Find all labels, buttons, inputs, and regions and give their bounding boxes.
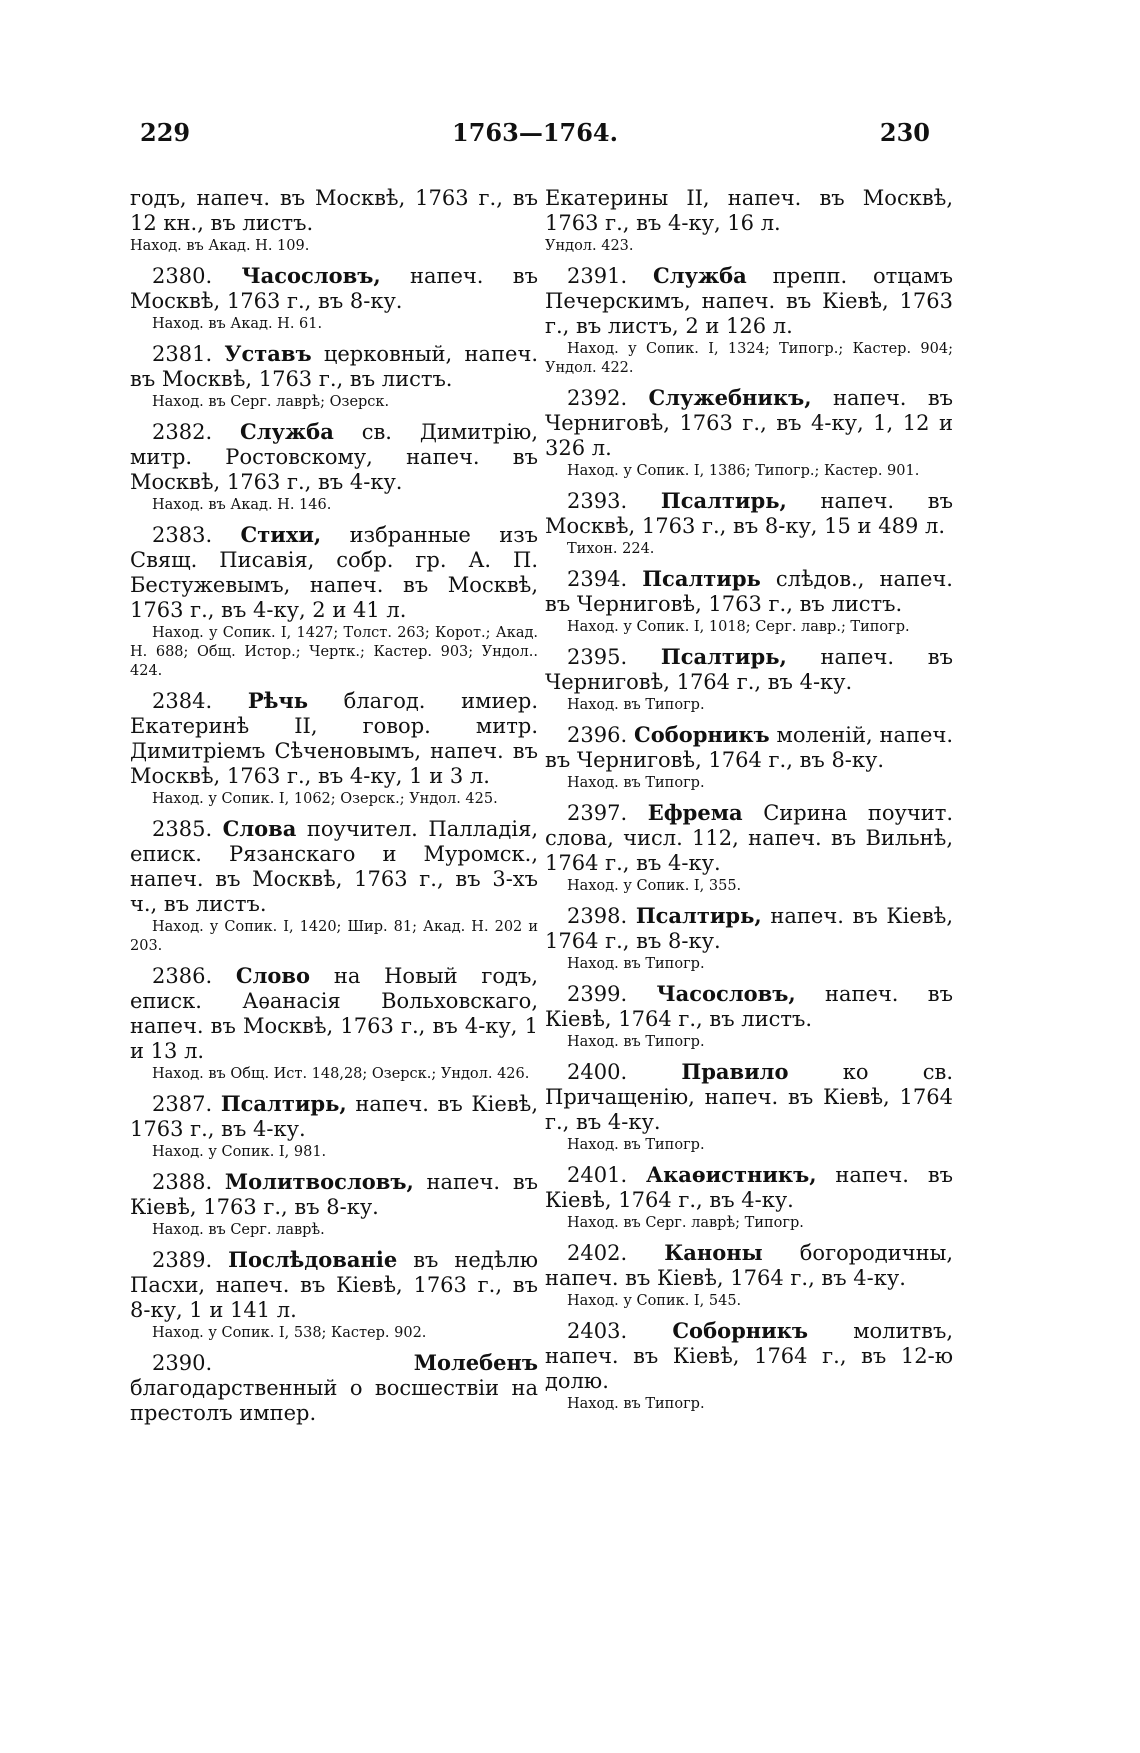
catalog-entry [545, 186, 953, 256]
entry-title: Акаѳистникъ, [646, 1162, 817, 1187]
entry-location: Наход. въ Типогр. [567, 775, 705, 791]
entry-text: молитвъ, напеч. въ Кіевѣ, 1764 г., въ 12-ю долю. [545, 1319, 953, 1393]
entry-text: на Новый годъ, еписк. Аѳанасія Вольховскаго, напеч. въ Москвѣ, 1763 г., въ 4-ку, 1 и 13 л. [130, 964, 538, 1063]
entry-location: Наход. въ Акад. Н. 146. [152, 497, 332, 513]
page-number-right: 230 [879, 118, 930, 147]
entry-text: Сирина поучит. слова, числ. 112, напеч. въ Вильнѣ, 1764 г., въ 4-ку. [545, 801, 953, 875]
entry-number: 2394. [567, 567, 643, 591]
entry-number: 2395. [567, 645, 661, 669]
entry-number: 2392. [567, 386, 649, 410]
entry-title: Соборникъ [634, 722, 770, 747]
catalog-entry [130, 1350, 538, 1426]
entry-text: моленій, напеч. въ Черниговѣ, 1764 г., въ 8-ку. [545, 723, 954, 772]
entry-number: 2390. [152, 1351, 414, 1375]
entry-number: 2384. [152, 689, 248, 713]
entry-text: поучител. Палладія, еписк. Рязанскаго и Муромск., напеч. въ Москвѣ, 1763 г., въ 3-хъ ч., въ листъ. [130, 817, 538, 916]
entry-title: Слова [222, 816, 297, 841]
entry-number: 2401. [567, 1163, 647, 1187]
entry-number: 2386. [152, 964, 236, 988]
entry-location: Наход. въ Общ. Ист. 148,28; Озерск.; Ундол. 426. [152, 1066, 530, 1082]
entry-title: Молебенъ [413, 1350, 538, 1375]
entry-text: напеч. въ Кіевѣ, 1764 г., въ 8-ку. [545, 904, 953, 953]
entry-location: Наход. въ Акад. Н. 61. [152, 316, 323, 332]
entry-title: Псалтирь, [220, 1091, 347, 1116]
entry-location: Наход. въ Типогр. [567, 1137, 705, 1153]
entry-number: 2398. [567, 904, 636, 928]
entry-number: 2400. [567, 1060, 682, 1084]
entry-number: 2397. [567, 801, 648, 825]
entry-title: Послѣдованіе [228, 1247, 398, 1272]
entry-text: напеч. въ Москвѣ, 1763 г., въ 8-ку, 15 и 489 л. [545, 489, 953, 538]
entry-text: благод. имиер. Екатеринѣ II, говор. митр. Димитріемъ Сѣченовымъ, напеч. въ Москвѣ, 1763 г., въ 4-ку, 1 и 3 л. [130, 689, 538, 788]
catalog-entry [545, 566, 953, 637]
entry-text: напеч. въ Кіевѣ, 1764 г., въ 4-ку. [545, 1163, 953, 1212]
entry-text: Екатерины II, напеч. въ Москвѣ, 1763 г., въ 4-ку, 16 л. [545, 186, 953, 235]
entry-location: Наход. въ Типогр. [567, 1034, 705, 1050]
entry-number: 2391. [567, 264, 653, 288]
entry-title: Псалтирь [642, 566, 761, 591]
page-number-left: 229 [140, 118, 191, 147]
catalog-entry [130, 963, 538, 1084]
catalog-entry [545, 1162, 953, 1233]
entry-title: Псалтирь, [660, 644, 787, 669]
entry-number: 2396. [567, 723, 634, 747]
entry-location: Наход. у Сопик. I, 538; Кастер. 902. [152, 1325, 427, 1341]
entry-text: избранные изъ Свящ. Писавія, собр. гр. А. П. Бестужевымъ, напеч. въ Москвѣ, 1763 г., въ 4-ку, 2 и 41 л. [130, 523, 539, 622]
entry-number: 2383. [152, 523, 241, 547]
entry-text: напеч. въ Кіевѣ, 1763 г., въ 4-ку. [130, 1092, 538, 1141]
entry-location: Тихон. 224. [567, 541, 655, 557]
entry-number: 2393. [567, 489, 661, 513]
catalog-entry [545, 800, 953, 896]
entry-title: Служебникъ, [648, 385, 812, 410]
page-header [140, 118, 930, 158]
catalog-entry [130, 419, 538, 515]
catalog-entry [545, 1240, 953, 1311]
entry-text: слѣдов., напеч. въ Черниговѣ, 1763 г., въ листъ. [545, 567, 953, 616]
catalog-entry [545, 722, 953, 793]
left-column [130, 186, 538, 1433]
catalog-entry [130, 1169, 538, 1240]
catalog-entry [545, 1059, 953, 1155]
catalog-entry [545, 488, 953, 559]
entry-location: Наход. у Сопик. I, 1324; Типогр.; Кастер. 904; Ундол. 422. [545, 341, 953, 376]
entry-location: Наход. у Сопик. I, 1420; Шир. 81; Акад. Н. 202 и 203. [130, 919, 538, 954]
entry-text: напеч. въ Кіевѣ, 1764 г., въ листъ. [545, 982, 953, 1031]
entry-location: Наход. въ Типогр. [567, 1396, 705, 1412]
entry-number: 2403. [567, 1319, 673, 1343]
entry-text: напеч. въ Москвѣ, 1763 г., въ 8-ку. [130, 264, 538, 313]
entry-number: 2381. [152, 342, 225, 366]
catalog-entry [545, 385, 953, 481]
catalog-entry [130, 186, 538, 256]
entry-text: напеч. въ Черниговѣ, 1763 г., въ 4-ку, 1, 12 и 326 л. [545, 386, 953, 460]
entry-number: 2389. [152, 1248, 229, 1272]
entry-title: Служба [652, 263, 747, 288]
catalog-entry [130, 341, 538, 412]
catalog-entry [130, 522, 538, 681]
right-column [545, 186, 953, 1421]
entry-title: Молитвословъ, [224, 1169, 414, 1194]
entry-location: Наход. въ Серг. лаврѣ; Типогр. [567, 1215, 804, 1231]
entry-location: Наход. у Сопик. I, 1427; Толст. 263; Корот.; Акад. Н. 688; Общ. Истор.; Чертк.; Кастер. 903; Ундол.. 424. [130, 625, 538, 679]
entry-title: Рѣчь [247, 688, 308, 713]
entry-location: Наход. у Сопик. I, 355. [567, 878, 742, 894]
catalog-entry [130, 816, 538, 956]
catalog-entry [545, 981, 953, 1052]
entry-location: Ундол. 423. [545, 238, 634, 254]
entry-location: Наход. въ Типогр. [567, 697, 705, 713]
entry-location: Наход. у Сопик. I, 1018; Серг. лавр.; Типогр. [567, 619, 910, 635]
entry-number: 2387. [152, 1092, 221, 1116]
entry-location: Наход. въ Типогр. [567, 956, 705, 972]
entry-number: 2402. [567, 1241, 665, 1265]
entry-location: Наход. у Сопик. I, 981. [152, 1144, 327, 1160]
catalog-entry [545, 903, 953, 974]
entry-text: церковный, напеч. въ Москвѣ, 1763 г., въ листъ. [130, 342, 539, 391]
entry-text: въ недѣлю Пасхи, напеч. въ Кіевѣ, 1763 г., въ 8-ку, 1 и 141 л. [130, 1248, 538, 1322]
entry-title: Соборникъ [672, 1318, 808, 1343]
entry-location: Наход. въ Акад. Н. 109. [130, 238, 310, 254]
entry-text: годъ, напеч. въ Москвѣ, 1763 г., въ 12 кн., въ листъ. [130, 186, 538, 235]
entry-location: Наход. у Сопик. I, 1062; Озерск.; Ундол. 425. [152, 791, 498, 807]
entry-title: Часословъ, [241, 263, 381, 288]
entry-title: Псалтирь, [660, 488, 787, 513]
entry-location: Наход. у Сопик. I, 1386; Типогр.; Кастер. 901. [567, 463, 920, 479]
entry-location: Наход. у Сопик. I, 545. [567, 1293, 742, 1309]
entry-location: Наход. въ Серг. лаврѣ; Озерск. [152, 394, 390, 410]
entry-text: благодарственный о восшествіи на престолъ импер. [130, 1376, 538, 1425]
entry-number: 2385. [152, 817, 223, 841]
catalog-entry [545, 644, 953, 715]
entry-title: Служба [240, 419, 334, 444]
entry-text: препп. отцамъ Печерскимъ, напеч. въ Кіевѣ, 1763 г., въ листъ, 2 и 126 л. [545, 264, 954, 338]
entry-title: Часословъ, [656, 981, 796, 1006]
entry-text: напеч. въ Кіевѣ, 1763 г., въ 8-ку. [130, 1170, 538, 1219]
entry-title: Слово [235, 963, 311, 988]
page-title: 1763—1764. [452, 118, 618, 147]
entry-title: Псалтирь, [635, 903, 762, 928]
catalog-entry [130, 263, 538, 334]
catalog-entry [130, 1091, 538, 1162]
catalog-entry [545, 263, 953, 378]
entry-number: 2382. [152, 420, 241, 444]
entry-number: 2399. [567, 982, 657, 1006]
entry-text: св. Димитрію, митр. Ростовскому, напеч. въ Москвѣ, 1763 г., въ 4-ку. [130, 420, 538, 494]
catalog-entry [130, 1247, 538, 1343]
entry-title: Стихи, [240, 522, 322, 547]
entry-title: Уставъ [224, 341, 312, 366]
entry-text: напеч. въ Черниговѣ, 1764 г., въ 4-ку. [545, 645, 953, 694]
entry-text: ко св. Причащенію, напеч. въ Кіевѣ, 1764 г., въ 4-ку. [545, 1060, 953, 1134]
entry-number: 2388. [152, 1170, 225, 1194]
entry-number: 2380. [152, 264, 242, 288]
catalog-entry [545, 1318, 953, 1414]
entry-title: Ефрема [647, 800, 743, 825]
entry-title: Каноны [664, 1240, 763, 1265]
entry-title: Правило [681, 1059, 789, 1084]
catalog-entry [130, 688, 538, 809]
entry-text: богородичны, напеч. въ Кіевѣ, 1764 г., въ 4-ку. [545, 1241, 954, 1290]
entry-location: Наход. въ Серг. лаврѣ. [152, 1222, 325, 1238]
